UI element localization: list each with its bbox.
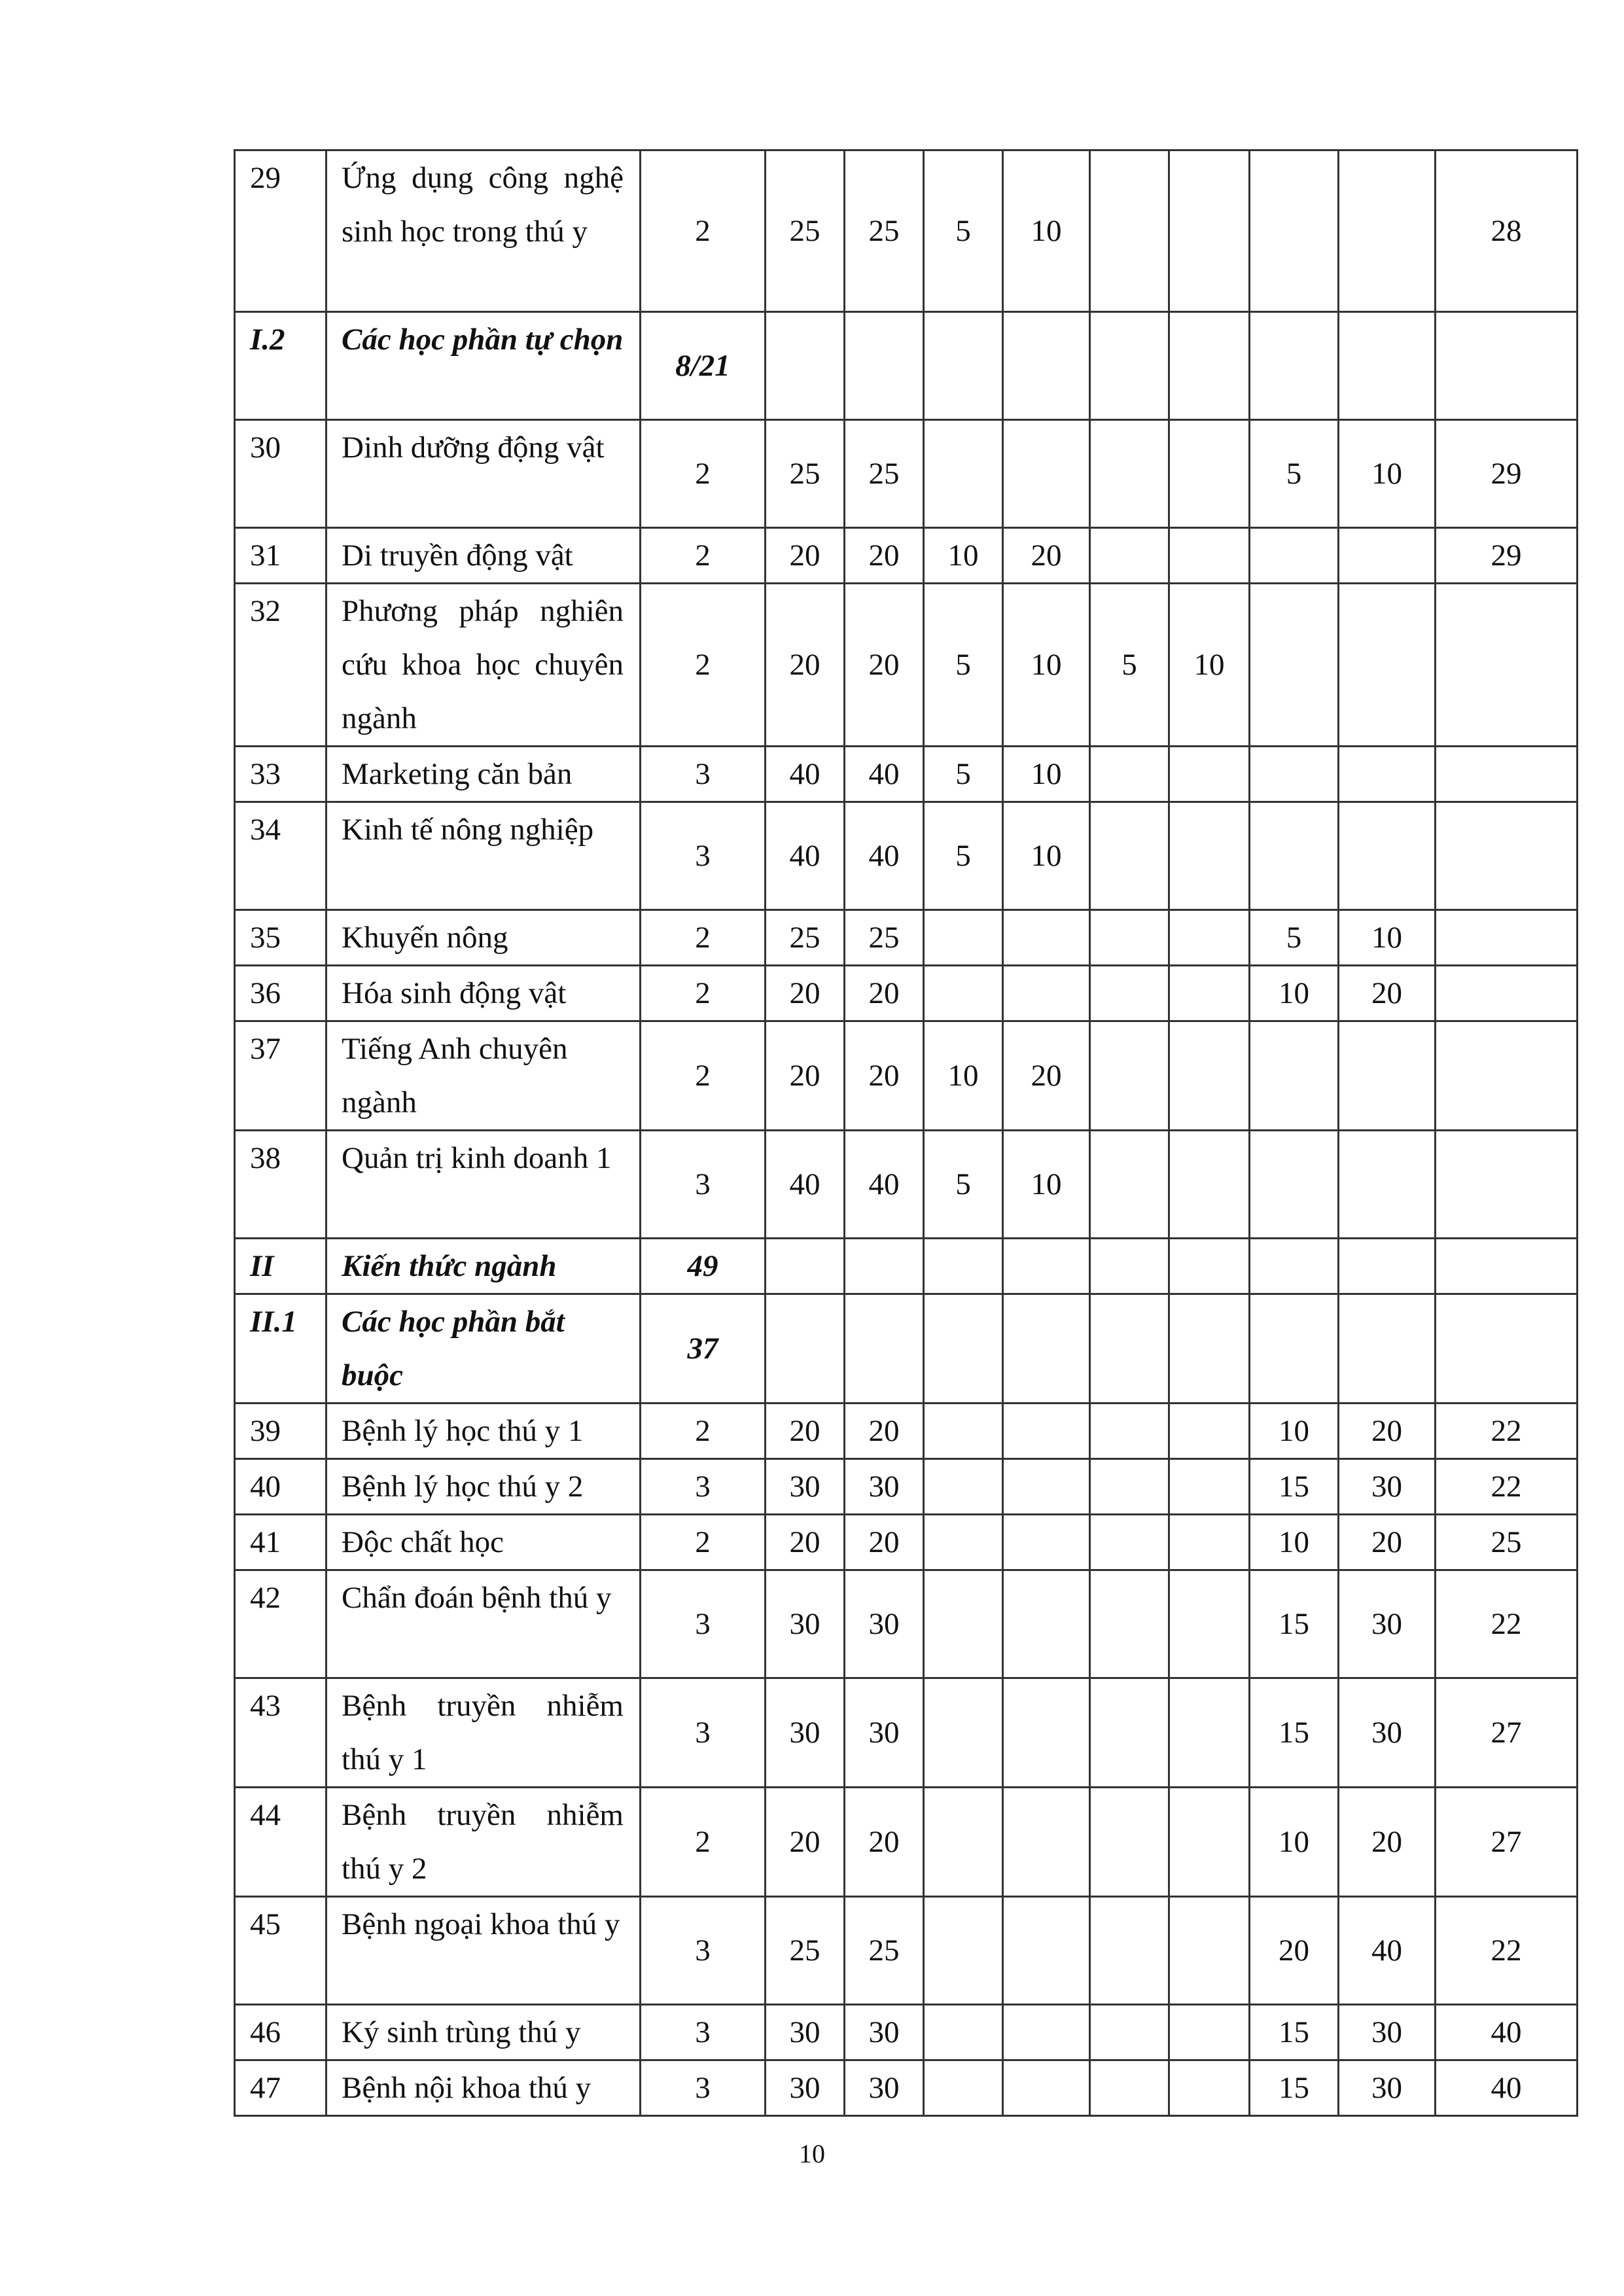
course-name: Bệnh truyền nhiễm thú y 2 (327, 1788, 641, 1897)
value-cell: 25 (1436, 1515, 1578, 1570)
value-cell: 25 (766, 910, 845, 966)
value-cell (1169, 1570, 1250, 1678)
value-cell: 40 (1436, 2060, 1578, 2116)
value-cell (1090, 420, 1169, 528)
value-cell (924, 1788, 1003, 1897)
value-cell (1250, 1131, 1339, 1239)
value-cell: 10 (1339, 910, 1436, 966)
value-cell (1250, 1239, 1339, 1294)
value-cell: 20 (1250, 1897, 1339, 2005)
course-name: Quản trị kinh doanh 1 (327, 1131, 641, 1239)
value-cell: 22 (1436, 1897, 1578, 2005)
value-cell (1169, 1131, 1250, 1239)
value-cell (1090, 1515, 1169, 1570)
row-number: 38 (235, 1131, 327, 1239)
value-cell (1436, 1021, 1578, 1131)
value-cell: 10 (1250, 1515, 1339, 1570)
course-name: Bệnh ngoại khoa thú y (327, 1897, 641, 2005)
value-cell (1339, 802, 1436, 910)
course-name: Bệnh truyền nhiễm thú y 1 (327, 1678, 641, 1788)
value-cell: 20 (845, 528, 924, 584)
value-cell: 20 (845, 1021, 924, 1131)
row-number: 40 (235, 1459, 327, 1515)
value-cell: 37 (641, 1294, 766, 1404)
value-cell: 20 (766, 528, 845, 584)
value-cell (1250, 528, 1339, 584)
value-cell: 22 (1436, 1570, 1578, 1678)
value-cell: 10 (1250, 1404, 1339, 1459)
value-cell: 25 (845, 150, 924, 312)
value-cell (1250, 802, 1339, 910)
value-cell: 3 (641, 1131, 766, 1239)
value-cell: 5 (924, 584, 1003, 747)
value-cell: 40 (845, 1131, 924, 1239)
value-cell (845, 312, 924, 420)
value-cell (1250, 1294, 1339, 1404)
table-row (235, 1788, 1578, 1897)
course-name: Các học phần tự chọn (327, 312, 641, 420)
value-cell (1090, 528, 1169, 584)
value-cell: 20 (766, 966, 845, 1021)
value-cell: 5 (924, 802, 1003, 910)
table-row (235, 966, 1578, 1021)
value-cell: 49 (641, 1239, 766, 1294)
value-cell (924, 2060, 1003, 2116)
value-cell (1090, 312, 1169, 420)
value-cell: 2 (641, 420, 766, 528)
value-cell (1169, 1459, 1250, 1515)
value-cell: 5 (1090, 584, 1169, 747)
value-cell: 3 (641, 1897, 766, 2005)
value-cell (1339, 1239, 1436, 1294)
value-cell: 25 (766, 150, 845, 312)
value-cell: 20 (766, 584, 845, 747)
value-cell (924, 1294, 1003, 1404)
value-cell: 2 (641, 966, 766, 1021)
value-cell: 2 (641, 1404, 766, 1459)
course-name: Ký sinh trùng thú y (327, 2005, 641, 2060)
value-cell: 25 (845, 910, 924, 966)
value-cell: 40 (845, 802, 924, 910)
value-cell (1436, 584, 1578, 747)
value-cell (766, 312, 845, 420)
value-cell: 30 (845, 2060, 924, 2116)
value-cell: 3 (641, 1678, 766, 1788)
value-cell: 15 (1250, 1678, 1339, 1788)
value-cell (1003, 1897, 1090, 2005)
value-cell: 10 (1169, 584, 1250, 747)
value-cell: 30 (766, 1570, 845, 1678)
value-cell: 27 (1436, 1788, 1578, 1897)
value-cell: 22 (1436, 1404, 1578, 1459)
row-number: II.1 (235, 1294, 327, 1404)
table-row (235, 1459, 1578, 1515)
value-cell (1339, 747, 1436, 802)
value-cell (1436, 312, 1578, 420)
table-row (235, 1570, 1578, 1678)
value-cell (1436, 747, 1578, 802)
course-name: Bệnh lý học thú y 1 (327, 1404, 641, 1459)
value-cell: 2 (641, 528, 766, 584)
value-cell (1169, 1294, 1250, 1404)
value-cell: 30 (766, 2005, 845, 2060)
value-cell: 10 (1003, 584, 1090, 747)
row-number: 44 (235, 1788, 327, 1897)
value-cell (1250, 312, 1339, 420)
value-cell (1090, 1788, 1169, 1897)
value-cell (1339, 150, 1436, 312)
value-cell: 10 (924, 528, 1003, 584)
value-cell: 2 (641, 1021, 766, 1131)
value-cell: 25 (766, 1897, 845, 2005)
value-cell: 10 (1003, 802, 1090, 910)
value-cell (924, 1897, 1003, 2005)
value-cell: 20 (845, 1404, 924, 1459)
value-cell (845, 1294, 924, 1404)
row-number: 33 (235, 747, 327, 802)
course-name: Kinh tế nông nghiệp (327, 802, 641, 910)
value-cell (1169, 1515, 1250, 1570)
value-cell: 20 (845, 584, 924, 747)
course-name: Tiếng Anh chuyên ngành (327, 1021, 641, 1131)
value-cell: 40 (1339, 1897, 1436, 2005)
table-row (235, 2060, 1578, 2116)
value-cell (1169, 1788, 1250, 1897)
value-cell: 15 (1250, 2060, 1339, 2116)
value-cell: 20 (845, 966, 924, 1021)
value-cell: 30 (845, 1459, 924, 1515)
row-number: 32 (235, 584, 327, 747)
value-cell (924, 966, 1003, 1021)
value-cell: 30 (766, 2060, 845, 2116)
value-cell (1339, 1294, 1436, 1404)
value-cell (1339, 584, 1436, 747)
value-cell (1169, 1239, 1250, 1294)
value-cell (1250, 1021, 1339, 1131)
value-cell (1090, 1897, 1169, 2005)
row-number: 29 (235, 150, 327, 312)
course-name: Các học phần bắt buộc (327, 1294, 641, 1404)
value-cell: 29 (1436, 420, 1578, 528)
value-cell (1169, 2060, 1250, 2116)
section-row (235, 1294, 1578, 1404)
course-name: Chẩn đoán bệnh thú y (327, 1570, 641, 1678)
table-row (235, 910, 1578, 966)
value-cell: 10 (1339, 420, 1436, 528)
value-cell: 20 (1339, 1788, 1436, 1897)
value-cell (1003, 1459, 1090, 1515)
value-cell: 25 (766, 420, 845, 528)
value-cell (1090, 1021, 1169, 1131)
value-cell (1090, 1294, 1169, 1404)
curriculum-rows (235, 150, 1578, 2116)
value-cell: 28 (1436, 150, 1578, 312)
value-cell (1250, 747, 1339, 802)
value-cell (1090, 966, 1169, 1021)
course-name: Kiến thức ngành (327, 1239, 641, 1294)
value-cell (924, 312, 1003, 420)
course-name: Phương pháp nghiên cứu khoa học chuyên ngành (327, 584, 641, 747)
value-cell: 8/21 (641, 312, 766, 420)
table-row (235, 747, 1578, 802)
value-cell: 20 (766, 1021, 845, 1131)
value-cell: 5 (924, 747, 1003, 802)
value-cell: 2 (641, 910, 766, 966)
value-cell: 20 (1339, 1515, 1436, 1570)
row-number: 43 (235, 1678, 327, 1788)
value-cell: 22 (1436, 1459, 1578, 1515)
value-cell: 40 (766, 1131, 845, 1239)
value-cell: 20 (1003, 528, 1090, 584)
course-name: Bệnh lý học thú y 2 (327, 1459, 641, 1515)
value-cell: 20 (1339, 966, 1436, 1021)
row-number: 41 (235, 1515, 327, 1570)
course-name: Di truyền động vật (327, 528, 641, 584)
value-cell (1339, 1021, 1436, 1131)
value-cell (1003, 1788, 1090, 1897)
value-cell (1003, 312, 1090, 420)
value-cell: 40 (766, 802, 845, 910)
value-cell: 30 (766, 1459, 845, 1515)
value-cell (1090, 1570, 1169, 1678)
value-cell: 10 (924, 1021, 1003, 1131)
value-cell: 20 (1339, 1404, 1436, 1459)
value-cell (766, 1294, 845, 1404)
page-number: 10 (799, 2139, 825, 2168)
value-cell: 10 (1003, 150, 1090, 312)
value-cell: 20 (766, 1788, 845, 1897)
value-cell (1169, 910, 1250, 966)
value-cell: 30 (845, 1678, 924, 1788)
value-cell (1169, 1021, 1250, 1131)
value-cell: 5 (924, 150, 1003, 312)
value-cell: 2 (641, 584, 766, 747)
row-number: 39 (235, 1404, 327, 1459)
value-cell (1090, 802, 1169, 910)
value-cell: 15 (1250, 1570, 1339, 1678)
section-row (235, 312, 1578, 420)
value-cell (1003, 910, 1090, 966)
value-cell: 5 (924, 1131, 1003, 1239)
value-cell (924, 1678, 1003, 1788)
course-name: Độc chất học (327, 1515, 641, 1570)
value-cell (1090, 2060, 1169, 2116)
row-number: 30 (235, 420, 327, 528)
value-cell: 25 (845, 1897, 924, 2005)
value-cell (1090, 1459, 1169, 1515)
value-cell: 10 (1003, 1131, 1090, 1239)
value-cell (1169, 1897, 1250, 2005)
table-row (235, 584, 1578, 747)
value-cell (1250, 150, 1339, 312)
value-cell (1090, 1678, 1169, 1788)
value-cell (1003, 966, 1090, 1021)
value-cell: 2 (641, 1515, 766, 1570)
value-cell: 15 (1250, 1459, 1339, 1515)
value-cell (1090, 150, 1169, 312)
table-row (235, 1897, 1578, 2005)
value-cell (1169, 420, 1250, 528)
course-name: Marketing căn bản (327, 747, 641, 802)
value-cell (924, 1459, 1003, 1515)
value-cell (1436, 1239, 1578, 1294)
value-cell: 20 (845, 1515, 924, 1570)
value-cell: 2 (641, 150, 766, 312)
value-cell: 5 (1250, 910, 1339, 966)
value-cell (1169, 966, 1250, 1021)
course-name: Ứng dụng công nghệ sinh học trong thú y (327, 150, 641, 312)
value-cell (1339, 312, 1436, 420)
row-number: 36 (235, 966, 327, 1021)
table-row (235, 528, 1578, 584)
value-cell (1090, 1239, 1169, 1294)
row-number: II (235, 1239, 327, 1294)
table-row (235, 1021, 1578, 1131)
value-cell (1339, 1131, 1436, 1239)
course-name: Khuyến nông (327, 910, 641, 966)
course-name: Hóa sinh động vật (327, 966, 641, 1021)
value-cell (845, 1239, 924, 1294)
value-cell: 25 (845, 420, 924, 528)
value-cell: 30 (845, 1570, 924, 1678)
table-row (235, 1678, 1578, 1788)
table-row (235, 150, 1578, 312)
value-cell (1090, 747, 1169, 802)
row-number: 35 (235, 910, 327, 966)
value-cell (766, 1239, 845, 1294)
value-cell: 2 (641, 1788, 766, 1897)
value-cell (1436, 910, 1578, 966)
value-cell (924, 420, 1003, 528)
value-cell: 3 (641, 747, 766, 802)
value-cell (1003, 1239, 1090, 1294)
value-cell: 20 (766, 1404, 845, 1459)
value-cell: 20 (1003, 1021, 1090, 1131)
table-row (235, 2005, 1578, 2060)
value-cell: 10 (1003, 747, 1090, 802)
row-number: 47 (235, 2060, 327, 2116)
value-cell: 30 (845, 2005, 924, 2060)
value-cell: 3 (641, 1459, 766, 1515)
value-cell: 30 (766, 1678, 845, 1788)
value-cell (924, 2005, 1003, 2060)
value-cell (1169, 1678, 1250, 1788)
row-number: 34 (235, 802, 327, 910)
value-cell (1169, 150, 1250, 312)
course-name: Dinh dưỡng động vật (327, 420, 641, 528)
value-cell (1169, 747, 1250, 802)
value-cell: 15 (1250, 2005, 1339, 2060)
row-number: I.2 (235, 312, 327, 420)
value-cell (1090, 1404, 1169, 1459)
value-cell (1169, 312, 1250, 420)
value-cell (924, 1515, 1003, 1570)
section-row (235, 1239, 1578, 1294)
value-cell (1003, 1678, 1090, 1788)
row-number: 37 (235, 1021, 327, 1131)
value-cell: 3 (641, 802, 766, 910)
value-cell (1090, 910, 1169, 966)
value-cell (924, 1239, 1003, 1294)
value-cell (1169, 528, 1250, 584)
value-cell (924, 910, 1003, 966)
table-row (235, 1515, 1578, 1570)
value-cell (1003, 1294, 1090, 1404)
value-cell (924, 1570, 1003, 1678)
row-number: 31 (235, 528, 327, 584)
value-cell: 40 (766, 747, 845, 802)
value-cell (1169, 2005, 1250, 2060)
table-row (235, 420, 1578, 528)
value-cell: 29 (1436, 528, 1578, 584)
value-cell: 30 (1339, 1459, 1436, 1515)
value-cell (1003, 420, 1090, 528)
value-cell: 3 (641, 2005, 766, 2060)
value-cell (1436, 1131, 1578, 1239)
value-cell: 5 (1250, 420, 1339, 528)
value-cell: 27 (1436, 1678, 1578, 1788)
value-cell (924, 1404, 1003, 1459)
value-cell: 3 (641, 2060, 766, 2116)
value-cell (1339, 528, 1436, 584)
value-cell: 30 (1339, 1570, 1436, 1678)
value-cell (1436, 966, 1578, 1021)
value-cell (1003, 1515, 1090, 1570)
table-row (235, 1404, 1578, 1459)
row-number: 45 (235, 1897, 327, 2005)
row-number: 42 (235, 1570, 327, 1678)
value-cell: 30 (1339, 2005, 1436, 2060)
curriculum-table (234, 149, 1578, 2117)
value-cell (1090, 1131, 1169, 1239)
value-cell (1090, 2005, 1169, 2060)
value-cell (1169, 1404, 1250, 1459)
value-cell (1003, 1404, 1090, 1459)
value-cell: 40 (1436, 2005, 1578, 2060)
table-row (235, 1131, 1578, 1239)
value-cell (1003, 2005, 1090, 2060)
value-cell: 30 (1339, 2060, 1436, 2116)
value-cell (1436, 1294, 1578, 1404)
value-cell (1169, 802, 1250, 910)
value-cell (1250, 584, 1339, 747)
value-cell: 30 (1339, 1678, 1436, 1788)
row-number: 46 (235, 2005, 327, 2060)
value-cell (1003, 2060, 1090, 2116)
value-cell (1436, 802, 1578, 910)
table-row (235, 802, 1578, 910)
value-cell: 10 (1250, 966, 1339, 1021)
value-cell: 40 (845, 747, 924, 802)
value-cell: 20 (766, 1515, 845, 1570)
course-name: Bệnh nội khoa thú y (327, 2060, 641, 2116)
value-cell: 10 (1250, 1788, 1339, 1897)
value-cell: 3 (641, 1570, 766, 1678)
value-cell: 20 (845, 1788, 924, 1897)
value-cell (1003, 1570, 1090, 1678)
